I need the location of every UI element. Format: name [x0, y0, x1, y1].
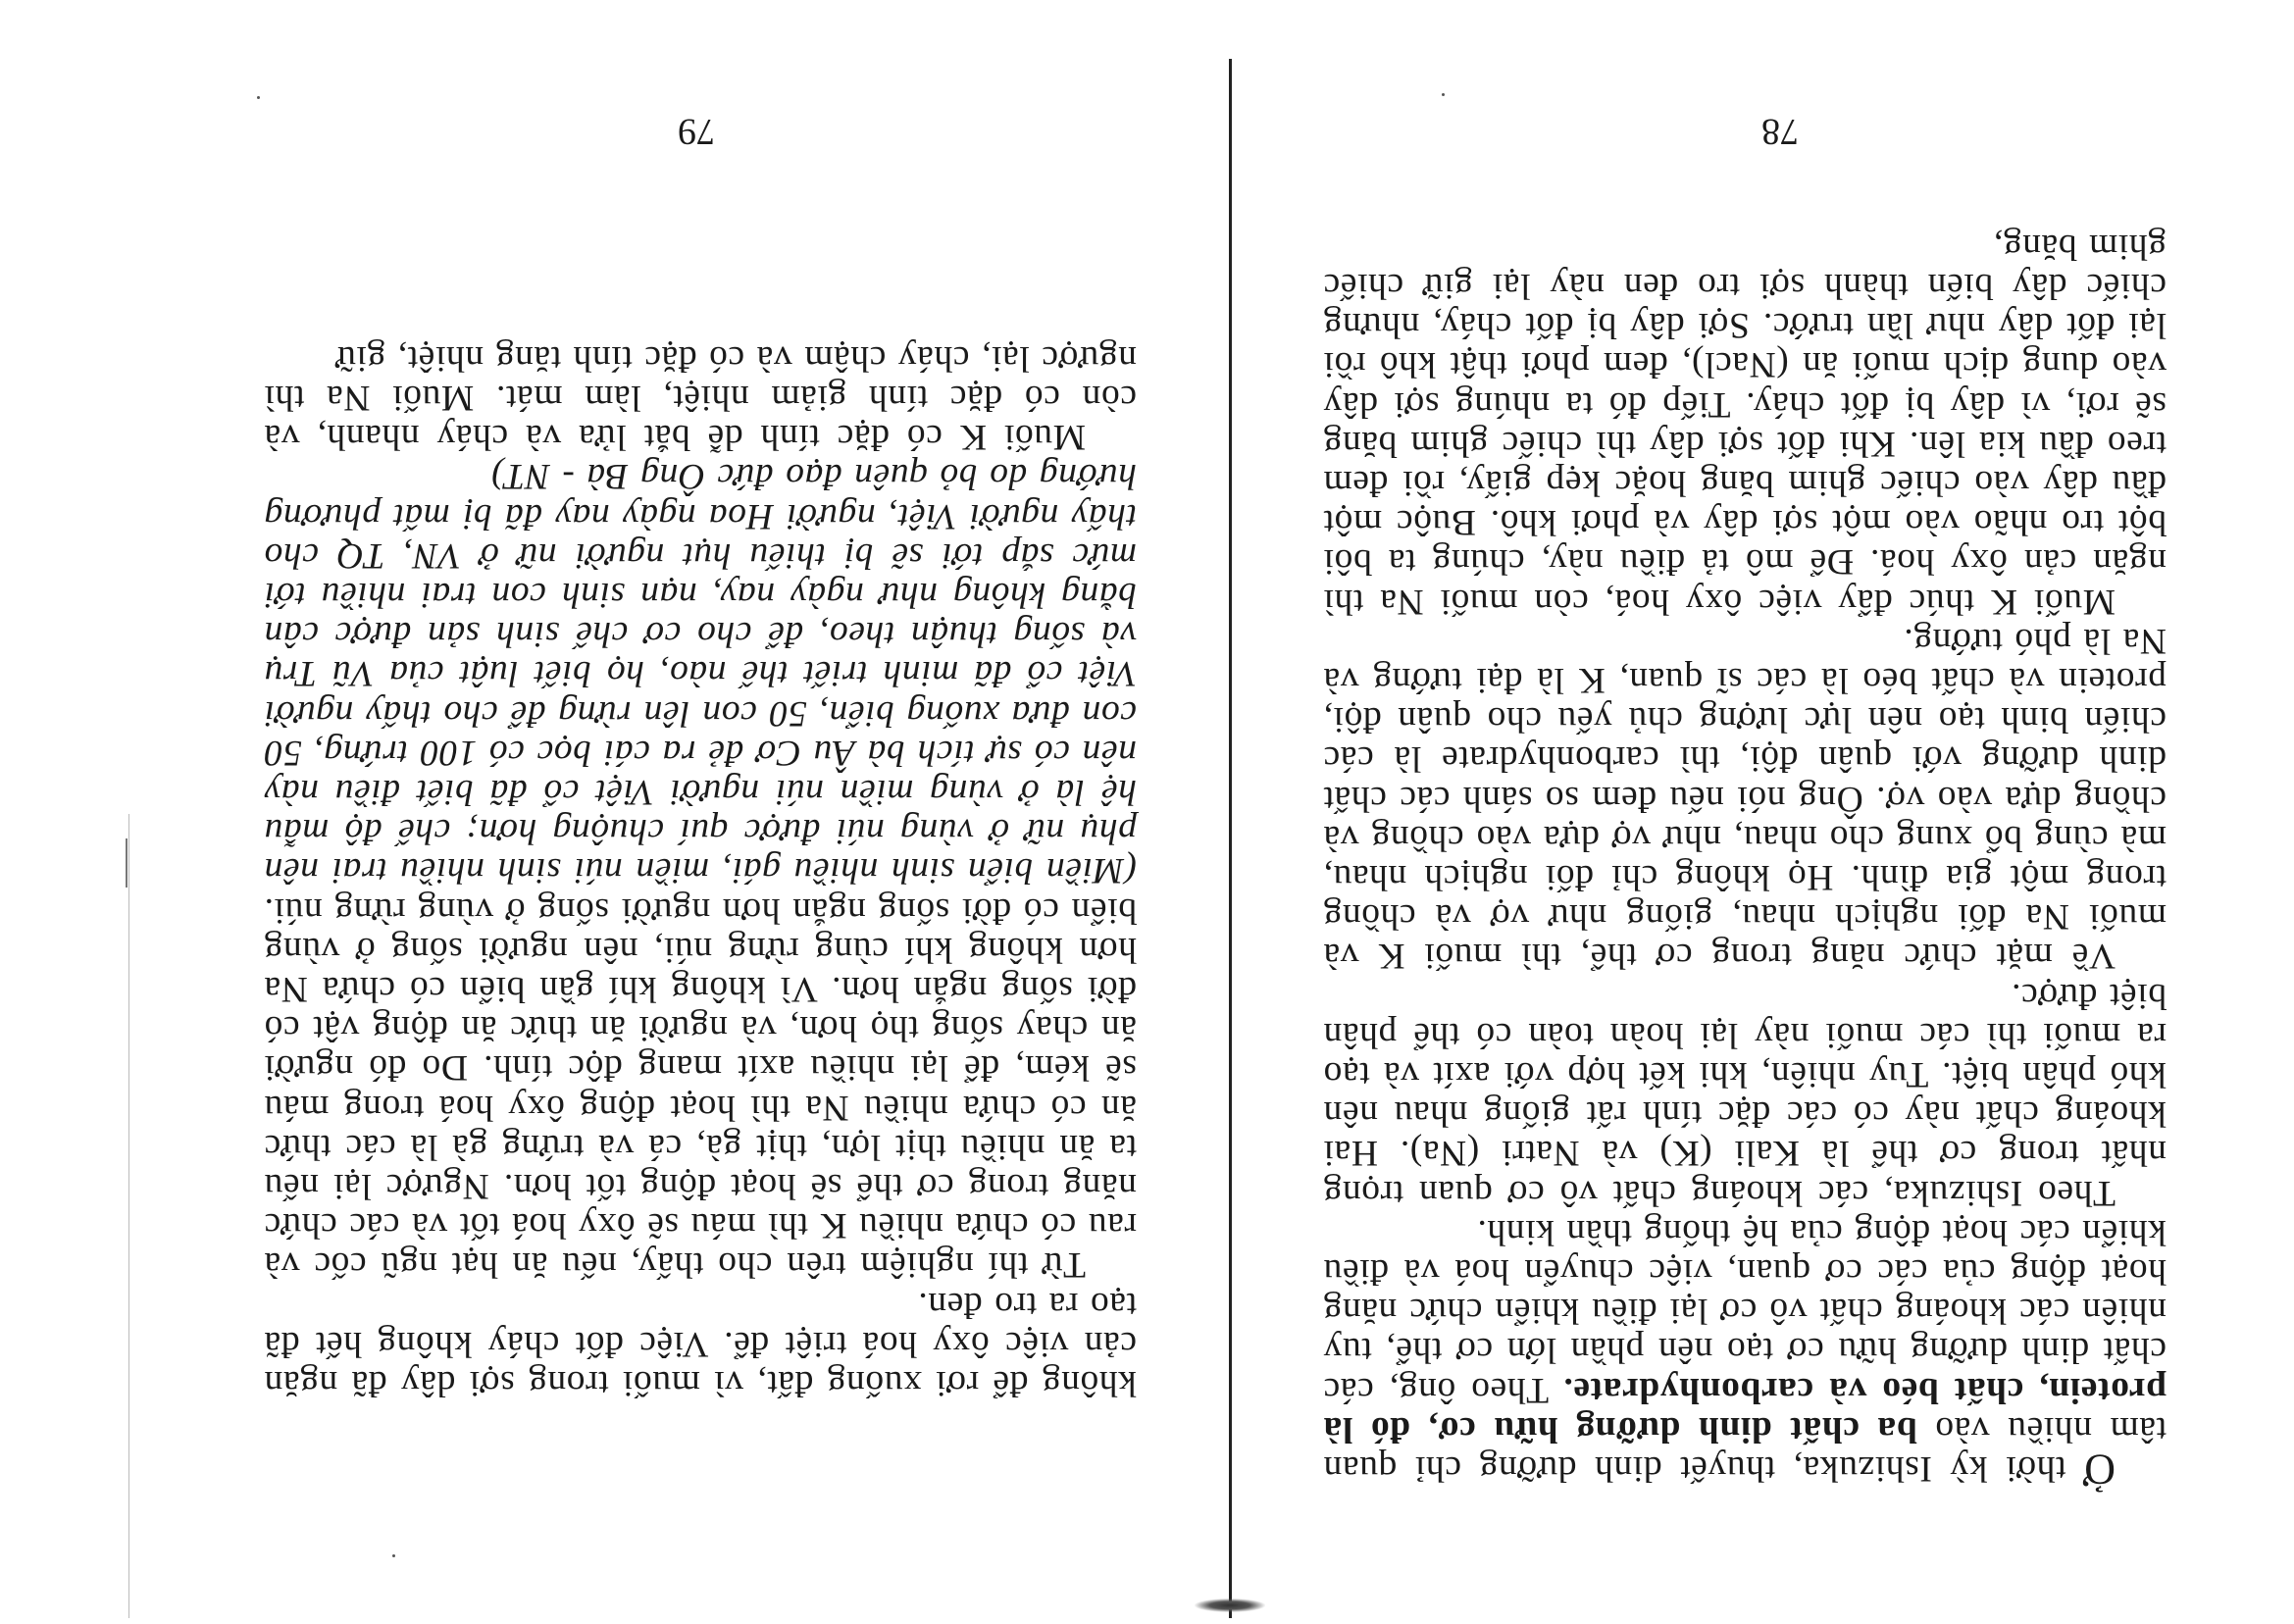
- book-spine-line: [1229, 59, 1232, 1618]
- page-edge-line: [128, 814, 129, 1618]
- page-number: 78: [1761, 111, 1799, 152]
- page-78: [1230, 0, 2294, 1624]
- text-run: thời kỳ Ishizuka, thuyết dinh dưỡng chỉ quan tâm nhiều vào: [1323, 1408, 2167, 1489]
- scan-speck: [1442, 93, 1445, 96]
- paragraph: Muối K có đặc tính dễ bắt lửa và cháy nhanh, và còn có đặc tính giảm nhiệt, làm mát. Muối Na thì ngược lại, cháy chậm và có đặc tính tăng nhiệt, giữ: [264, 337, 1137, 458]
- page-edge-mark: [126, 838, 127, 888]
- scan-speck: [257, 96, 260, 99]
- text-run: Theo ông, các chất dinh dưỡng hữu cơ tạo nên phần lớn cơ thể, tuy nhiên các khoáng chất vô cơ lại điều khiển chức năng hoạt động của các cơ quan, việc chuyển hoá và điều khiển các hoạt động của hệ thống thần kinh.: [1323, 1211, 2167, 1410]
- paragraph: Muối K thúc đẩy việc ôxy hoá, còn muối Na thì ngăn cản ôxy hoá. Để mô tả điều này, chúng ta bôi bột tro nhão vào một sợi dây và phơi khô. Buộc một đầu dây vào chiếc ghim băng hoặc kẹp giấy, rồi đem treo đầu kia lên. Khi đốt sợi dây thì chiếc ghim băng sẽ rơi, vì dây bị đốt cháy. Tiếp đó ta nhúng sợi dây vào dung dịch muối ăn (Nacl), đem phơi thật khô rồi lại đốt dây như lần trước. Sợi dây bị đốt cháy, nhưng chiếc dây biến thành sợi tro đen này lại giữ chiếc ghim băng,: [1323, 226, 2167, 622]
- page-79-body: [264, 338, 1137, 1402]
- page-number: 79: [678, 111, 715, 152]
- paragraph: Theo Ishizuka, các khoáng chất vô cơ quan trọng nhất trong cơ thể là Kali (K) và Natri (Na). Hai khoáng chất này có các đặc tính rất giống nhau nên khó phân biệt. Tuy nhiên, khi kết hợp với axít và tạo ra muối thì các muối này lại hoàn toàn có thể phân biệt được.: [1323, 975, 2167, 1213]
- text-run: Từ thí nghiệm trên cho thấy, nếu ăn hạt ngũ cốc và rau có chứa nhiều K thì máu sẽ ôxy hoá tốt và các chức năng trong cơ thể sẽ hoạt động tốt hơn. Ngược lại nếu ta ăn nhiều thịt lợn, thịt gà, cá và trứng gà là các thức ăn có chứa nhiều Na thì hoạt động ôxy hoá trong máu sẽ kém, để lại nhiều axít mang độc tính. Do đó người ăn chay sống thọ hơn, và người ăn thức ăn động vật có đời sống ngắn hơn. Vì không khí gần biển có chứa Na hơn không khí cùng rừng núi, nên người sống ở vùng biển có đời sống ngắn hơn người sống ở vùng rừng núi.: [264, 889, 1137, 1286]
- italic-note: (Miền biển sinh nhiều gái, miền núi sinh nhiều trai nên phụ nữ ở vùng núi được quí chuộng hơn; chế độ mẫu hệ là ở vùng miền núi người Việt cổ đã biết điều này nên có sự tích bà Âu Cơ đẻ ra cái bọc có 100 trứng, 50 con đưa xuống biển, 50 con lên rừng để cho thấy người Việt cổ đã minh triết thế nào, họ biết luật của Vũ Trụ và sống thuận theo, để cho cơ chế sinh sản được cân bằng không như ngày nay, nạn sinh con trai nhiều tới mức sắp tới sẽ bị thiếu hụt người nữ ở VN, TQ cho thấy người Việt, người Hoa ngày nay đã bị mất phương hướng do bỏ quên đạo đức Ông Bà - NT): [264, 456, 1137, 891]
- paragraph: không để rơi xuống đất, vì muối trong sợi dây đã ngăn cản việc ôxy hoá triệt để. Việc đốt cháy không hết đã tạo ra tro đen.: [264, 1284, 1137, 1403]
- paragraph: [1322, 1211, 2167, 1494]
- drop-cap: Ở: [2083, 1446, 2116, 1494]
- scan-speck: [392, 1554, 395, 1557]
- book-spine-tip: [1195, 1599, 1265, 1612]
- paragraph: Về mặt chức năng trong cơ thể, thì muối K và muối Na đối nghịch nhau, giống như vợ và chồng trong một gia đình. Họ không chỉ đối nghịch nhau, mà cùng bổ xung cho nhau, như vợ dựa vào chồng và chồng dựa vào vợ. Ông nói nếu đem so sánh các chất dinh dưỡng với quân đội, thì carbonhydrate là các chiến binh tạo nên lực lượng chủ yếu cho quân đội, protein và chất béo là các sĩ quan, K là đại tướng và Na là phó tướng.: [1323, 620, 2167, 977]
- bold-text: ba chất dinh dưỡng hữu cơ, đó là protein, chất béo và carbonhydrate.: [1322, 1369, 2167, 1449]
- page-78-body: [1322, 226, 2167, 1494]
- paragraph: [264, 456, 1137, 1284]
